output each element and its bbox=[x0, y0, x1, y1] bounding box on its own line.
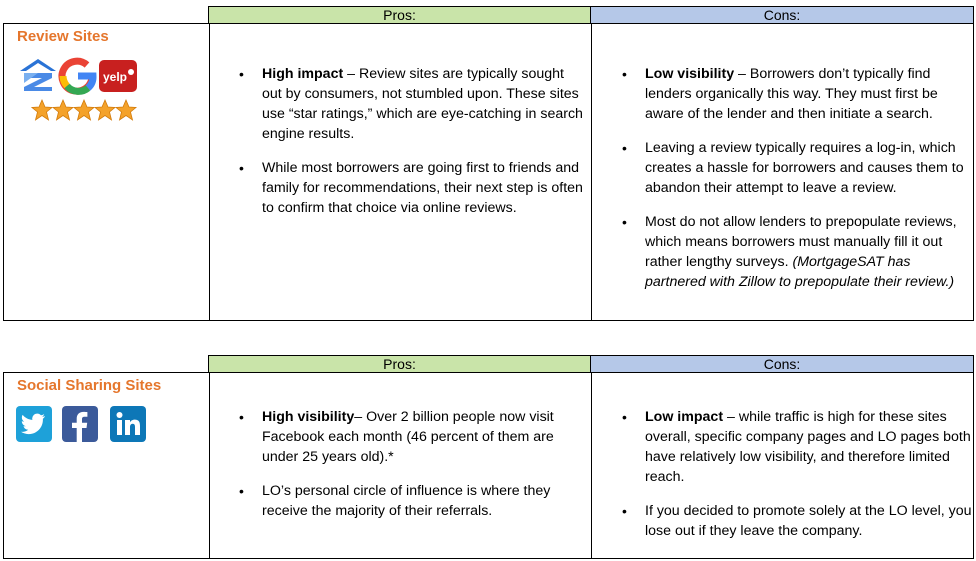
cons-header: Cons: bbox=[590, 6, 974, 24]
list-item: • Low visibility – Borrowers don’t typically find lenders organically this way. They must first be aware of the lender and then initiate a search. bbox=[622, 64, 972, 124]
yelp-logo-icon bbox=[99, 60, 137, 92]
facebook-logo-icon bbox=[62, 406, 98, 442]
review-sites-title: Review Sites bbox=[17, 28, 109, 45]
svg-text:yelp: yelp bbox=[103, 70, 128, 84]
twitter-logo-icon bbox=[16, 406, 52, 442]
pros-header: Pros: bbox=[208, 355, 591, 373]
social-sites-table bbox=[3, 355, 974, 559]
social-sites-body bbox=[3, 372, 974, 559]
list-item: • Low impact – while traffic is high for these sites overall, specific company pages and LO pages both have relatively low visibility, and therefore limited reach. bbox=[622, 407, 972, 487]
list-item: • If you decided to promote solely at the LO level, you lose out if they leave the company. bbox=[622, 501, 972, 541]
review-sites-table bbox=[3, 6, 974, 321]
list-item: • While most borrowers are going first to friends and family for recommendations, their next step is often to confirm that choice via online reviews. bbox=[239, 158, 584, 218]
review-sites-body bbox=[3, 23, 974, 321]
review-pros-list bbox=[239, 64, 584, 232]
cons-header: Cons: bbox=[590, 355, 974, 373]
list-item: • High visibility– Over 2 billion people now visit Facebook each month (46 percent of them are under 25 years old).* bbox=[239, 407, 584, 467]
list-item: • LO’s personal circle of influence is where they receive the majority of their referrals. bbox=[239, 481, 584, 521]
social-pros-list bbox=[239, 407, 584, 535]
list-item: • Most do not allow lenders to prepopulate reviews, which means borrowers must manually fill it out rather lengthy surveys. (MortgageSAT has partnered with Zillow to prepopulate their review.) bbox=[622, 212, 972, 292]
list-item: • High impact – Review sites are typically sought out by consumers, not stumbled upon. These sites use “star ratings,” which are eye-catching in search engine results. bbox=[239, 64, 584, 144]
linkedin-logo-icon bbox=[110, 406, 146, 442]
google-logo-icon bbox=[58, 57, 98, 95]
zillow-logo-icon bbox=[18, 57, 58, 93]
pros-header: Pros: bbox=[208, 6, 591, 24]
review-cons-list bbox=[622, 64, 972, 306]
star-rating-icon bbox=[31, 99, 141, 123]
social-cons-list bbox=[622, 407, 972, 555]
social-sites-title: Social Sharing Sites bbox=[17, 377, 162, 394]
list-item: • Leaving a review typically requires a log-in, which creates a hassle for borrowers and causes them to abandon their attempt to leave a review. bbox=[622, 138, 972, 198]
